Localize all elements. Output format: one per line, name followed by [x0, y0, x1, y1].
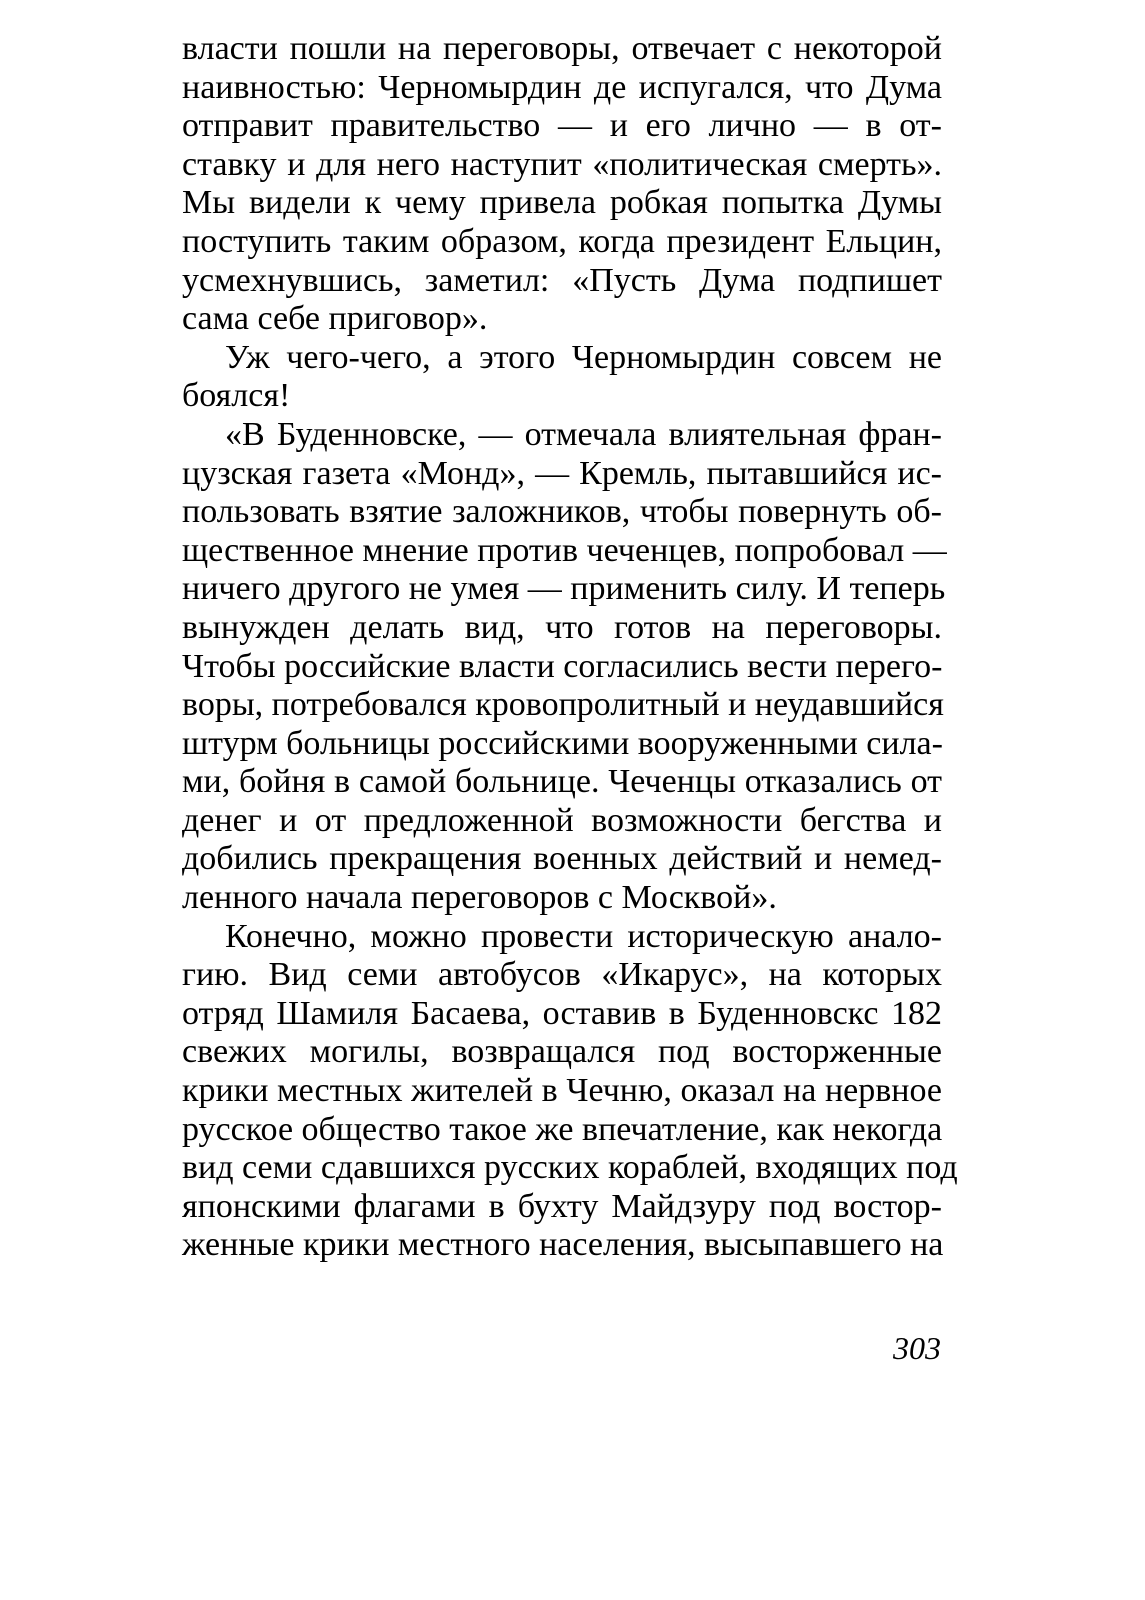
text-line: власти пошли на переговоры, отвечает с некоторой — [182, 30, 942, 67]
text-line: Мы видели к чему привела робкая попытка Думы — [182, 184, 942, 222]
text-line: отправит правительство — и его лично — в от- — [182, 107, 942, 145]
text-line: отряд Шамиля Басаева, оставив в Буденновскс 182 — [182, 994, 942, 1032]
text-line: «В Буденновске, — отмечала влиятельная фран- — [225, 415, 942, 453]
text-line: добились прекращения военных действий и немед- — [182, 840, 942, 878]
text-line: щественное мнение против чеченцев, попробовал — — [182, 531, 947, 569]
text-line: сама себе приговор». — [182, 300, 488, 338]
text-line: усмехнувшись, заметил: «Пусть Дума подпишет — [182, 261, 942, 299]
text-line: ничего другого не умея — применить силу. И теперь — [182, 570, 946, 608]
text-line: боялся! — [182, 377, 291, 415]
text-line: гию. Вид семи автобусов «Икарус», на которых — [182, 956, 942, 994]
page-number: 303 — [893, 1330, 941, 1366]
text-line: ставку и для него наступит «политическая смерть». — [182, 145, 942, 183]
text-line: свежих могилы, возвращался под восторженные — [182, 1033, 942, 1071]
text-line: Уж чего-чего, а этого Черномырдин совсем не — [225, 338, 942, 376]
text-line: Конечно, можно провести историческую анало- — [225, 917, 942, 955]
body-text — [182, 30, 958, 1265]
text-line: штурм больницы российскими вооруженными сила- — [182, 724, 943, 762]
text-line: вид семи сдавшихся русских кораблей, входящих под — [182, 1149, 958, 1187]
text-line: крики местных жителей в Чечню, оказал на нервное — [182, 1072, 942, 1110]
text-line: цузская газета «Монд», — Кремль, пытавшийся ис- — [182, 454, 942, 492]
text-line: наивностью: Черномырдин де испугался, что Дума — [182, 68, 942, 106]
text-line: денег и от предложенной возможности бегства и — [182, 801, 942, 839]
text-line: воры, потребовался кровопролитный и неудавшийся — [182, 686, 944, 724]
text-line: поступить таким образом, когда президент Ельцин, — [182, 222, 942, 260]
text-line: женные крики местного населения, высыпавшего на — [182, 1226, 944, 1264]
text-line: русское общество такое же впечатление, как некогда — [182, 1110, 943, 1148]
text-line: ленного начала переговоров с Москвой». — [182, 879, 777, 917]
text-line: Чтобы российские власти согласились вести перего- — [182, 647, 943, 685]
text-line: японскими флагами в бухту Майдзуру под востор- — [182, 1187, 942, 1225]
text-line: вынужден делать вид, что готов на переговоры. — [182, 608, 942, 646]
text-line: ми, бойня в самой больнице. Чеченцы отказались от — [182, 763, 942, 801]
text-line: пользовать взятие заложников, чтобы повернуть об- — [182, 493, 942, 531]
